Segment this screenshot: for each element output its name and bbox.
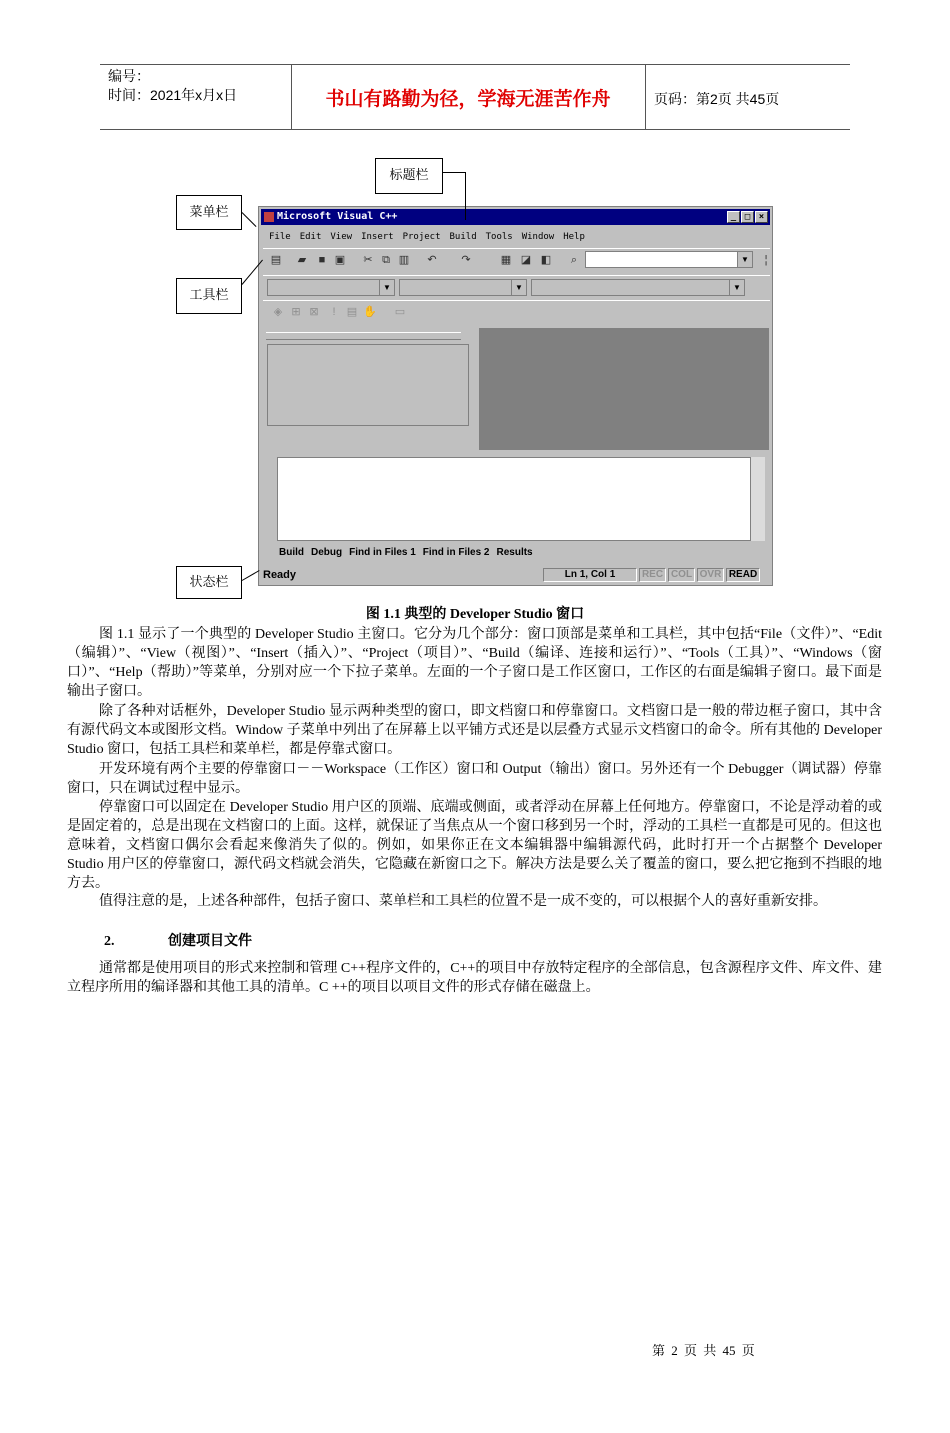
wizard-toolbar bbox=[263, 275, 770, 298]
callout-line bbox=[242, 570, 260, 581]
menu-window[interactable]: Window bbox=[521, 232, 555, 242]
undo-icon[interactable]: ↶ bbox=[427, 254, 437, 266]
tab-results[interactable]: Results bbox=[496, 547, 533, 558]
menu-help[interactable]: Help bbox=[563, 232, 585, 242]
paragraph-6: 通常都是使用项目的形式来控制和管理 C++程序文件的，C++的项目中存放特定程序的全部信息，包含源程序文件、库文件、建立程序所用的编译器和其他工具的清单。C ++的项目以项目文件的形式存储在磁盘上。 bbox=[67, 961, 882, 995]
build-icon[interactable]: ⊞ bbox=[291, 306, 301, 318]
output-icon[interactable]: ◪ bbox=[520, 254, 532, 266]
paragraph-1: 图 1.1 显示了一个典型的 Developer Studio 主窗口。它分为几个部分：窗口顶部是菜单和工具栏，其中包括“File（文件）”、“Edit（编辑）”、“View（视图）”、“Insert（插入）”、“Project（项目）”、“Build（编译、连接和运行）”、“Tools（工具）”、“Windows（窗口）”、“Help（帮助）”等菜单，分别对应一个下拉子菜单。左面的一个子窗口是工作区窗口，工作区的右面是编辑子窗口。最下面是输出子窗口。 bbox=[67, 627, 882, 699]
callout-title-bar: 标题栏 bbox=[375, 158, 443, 194]
header-slogan: 书山有路勤为径，学海无涯苦作舟 bbox=[325, 87, 611, 110]
workspace-pane bbox=[263, 328, 473, 450]
serial-label: 编号： bbox=[108, 68, 150, 84]
menu-project[interactable]: Project bbox=[402, 232, 441, 242]
minimize-icon[interactable]: _ bbox=[727, 211, 740, 223]
redo-icon[interactable]: ↷ bbox=[461, 254, 471, 266]
callout-line bbox=[443, 172, 466, 173]
figure-vc-window bbox=[258, 206, 773, 586]
status-rec: REC bbox=[639, 568, 666, 582]
find-in-files-icon[interactable]: ⌕ bbox=[570, 254, 578, 266]
chevron-down-icon[interactable]: ▼ bbox=[729, 280, 744, 295]
callout-line bbox=[465, 172, 466, 220]
chevron-down-icon[interactable]: ▼ bbox=[379, 280, 394, 295]
section-title: 创建项目文件 bbox=[168, 934, 252, 949]
chevron-down-icon[interactable]: ▼ bbox=[511, 280, 526, 295]
filter-combo[interactable] bbox=[399, 279, 527, 296]
menu-file[interactable]: File bbox=[269, 232, 291, 242]
output-text[interactable] bbox=[277, 457, 751, 541]
app-logo-icon bbox=[264, 212, 274, 222]
figure-caption: 图 1.1 典型的 Developer Studio 窗口 bbox=[365, 607, 585, 622]
window-title: Microsoft Visual C++ bbox=[277, 211, 398, 222]
menu-bar bbox=[263, 229, 585, 245]
menu-insert[interactable]: Insert bbox=[361, 232, 394, 242]
callout-toolbar: 工具栏 bbox=[176, 278, 242, 314]
menu-build[interactable]: Build bbox=[449, 232, 477, 242]
status-read: READ bbox=[726, 568, 760, 582]
paragraph-5: 值得注意的是，上述各种部件，包括子窗口、菜单栏和工具栏的位置不是一成不变的，可以根据个人的喜好重新安排。 bbox=[99, 894, 827, 909]
paragraph-4: 停靠窗口可以固定在 Developer Studio 用户区的顶端、底端或侧面，或者浮动在屏幕上任何地方。停靠窗口，不论是浮动着的或是固定着的，总是出现在文档窗口的上面。这样，就保证了当焦点从一个窗口移到另一个时，浮动的工具栏一直都是可见的。但这也意味着，文档窗口偶尔会看起来像消失了似的。例如，如果你正在文本编辑器中编辑源代码，此时打开一个占据整个 Developer Studio 用户区的停靠窗口，源代码文档就会消失，它隐藏在新窗口之下。解决方法是要么关了覆盖的窗口，要么把它拖到不挡眼的地方去。 bbox=[67, 800, 882, 891]
paragraph-3: 开发环境有两个主要的停靠窗口－－Workspace（工作区）窗口和 Output（输出）窗口。另外还有一个 Debugger（调试器）停靠窗口，只在调试过程中显示。 bbox=[67, 762, 882, 796]
save-all-icon[interactable]: ▣ bbox=[334, 254, 346, 266]
compile-icon[interactable]: ◈ bbox=[273, 306, 283, 318]
workspace-grip[interactable] bbox=[266, 332, 461, 340]
paste-icon[interactable]: ▥ bbox=[398, 254, 410, 266]
cut-icon[interactable]: ✂ bbox=[363, 254, 373, 266]
status-position: Ln 1, Col 1 bbox=[543, 568, 637, 582]
open-folder-icon[interactable]: ▰ bbox=[297, 254, 307, 266]
header-page-info: 页码：第2页 共45页 bbox=[654, 91, 780, 107]
callout-status-bar: 状态栏 bbox=[176, 566, 242, 599]
members-combo[interactable] bbox=[531, 279, 745, 296]
find-combo[interactable] bbox=[585, 251, 753, 268]
tab-debug[interactable]: Debug bbox=[311, 547, 343, 558]
new-file-icon[interactable]: ▤ bbox=[270, 254, 282, 266]
header-meta bbox=[108, 67, 237, 105]
output-pane bbox=[263, 457, 769, 563]
window-list-icon[interactable]: ◧ bbox=[540, 254, 552, 266]
output-scrollbar[interactable] bbox=[751, 457, 765, 541]
tab-find-in-files-1[interactable]: Find in Files 1 bbox=[349, 547, 416, 558]
chevron-down-icon[interactable]: ▼ bbox=[737, 252, 752, 267]
status-ready: Ready bbox=[263, 569, 297, 581]
find-icon[interactable]: ¦ bbox=[764, 254, 768, 266]
go-icon[interactable]: ▤ bbox=[346, 306, 358, 318]
callout-line bbox=[242, 212, 257, 227]
paragraph-2: 除了各种对话框外，Developer Studio 显示两种类型的窗口，即文档窗口和停靠窗口。文档窗口是一般的带边框子窗口，其中含有源代码文本或图形文档。Window 子菜单中列出了在屏幕上以平铺方式还是以层叠方式显示文档窗口的命令。所有其他的 Developer Studio 窗口，包括工具栏和菜单栏，都是停靠式窗口。 bbox=[67, 704, 882, 757]
tab-build[interactable]: Build bbox=[279, 547, 304, 558]
standard-toolbar bbox=[263, 248, 770, 271]
execute-icon[interactable]: ! bbox=[332, 306, 336, 318]
callout-menu-bar: 菜单栏 bbox=[176, 195, 242, 230]
time-label: 时间：2021年x月x日 bbox=[108, 87, 238, 103]
status-bar bbox=[263, 567, 769, 583]
page-header bbox=[100, 64, 850, 130]
breakpoint-icon[interactable]: ✋ bbox=[363, 306, 377, 318]
stop-build-icon[interactable]: ⊠ bbox=[309, 306, 319, 318]
page-footer: 第 2 页 共 45 页 bbox=[652, 1343, 755, 1358]
menu-tools[interactable]: Tools bbox=[485, 232, 513, 242]
tab-find-in-files-2[interactable]: Find in Files 2 bbox=[422, 547, 490, 558]
title-bar bbox=[261, 209, 770, 225]
copy-icon[interactable]: ⧉ bbox=[382, 254, 390, 266]
menu-view[interactable]: View bbox=[330, 232, 353, 242]
section-heading bbox=[104, 930, 252, 950]
class-combo[interactable] bbox=[267, 279, 395, 296]
menu-edit[interactable]: Edit bbox=[299, 232, 322, 242]
close-icon[interactable]: × bbox=[755, 211, 768, 223]
header-divider bbox=[645, 65, 646, 129]
maximize-icon[interactable]: □ bbox=[741, 211, 754, 223]
output-tabs bbox=[277, 545, 535, 561]
print-icon[interactable]: ▭ bbox=[394, 306, 406, 318]
build-toolbar bbox=[263, 300, 770, 323]
workspace-icon[interactable]: ▦ bbox=[500, 254, 512, 266]
status-ovr: OVR bbox=[697, 568, 724, 582]
workspace-body[interactable] bbox=[267, 344, 469, 426]
save-icon[interactable]: ■ bbox=[318, 254, 326, 266]
section-number: 2. bbox=[104, 934, 115, 949]
status-col: COL bbox=[668, 568, 695, 582]
editor-area[interactable] bbox=[479, 328, 769, 450]
